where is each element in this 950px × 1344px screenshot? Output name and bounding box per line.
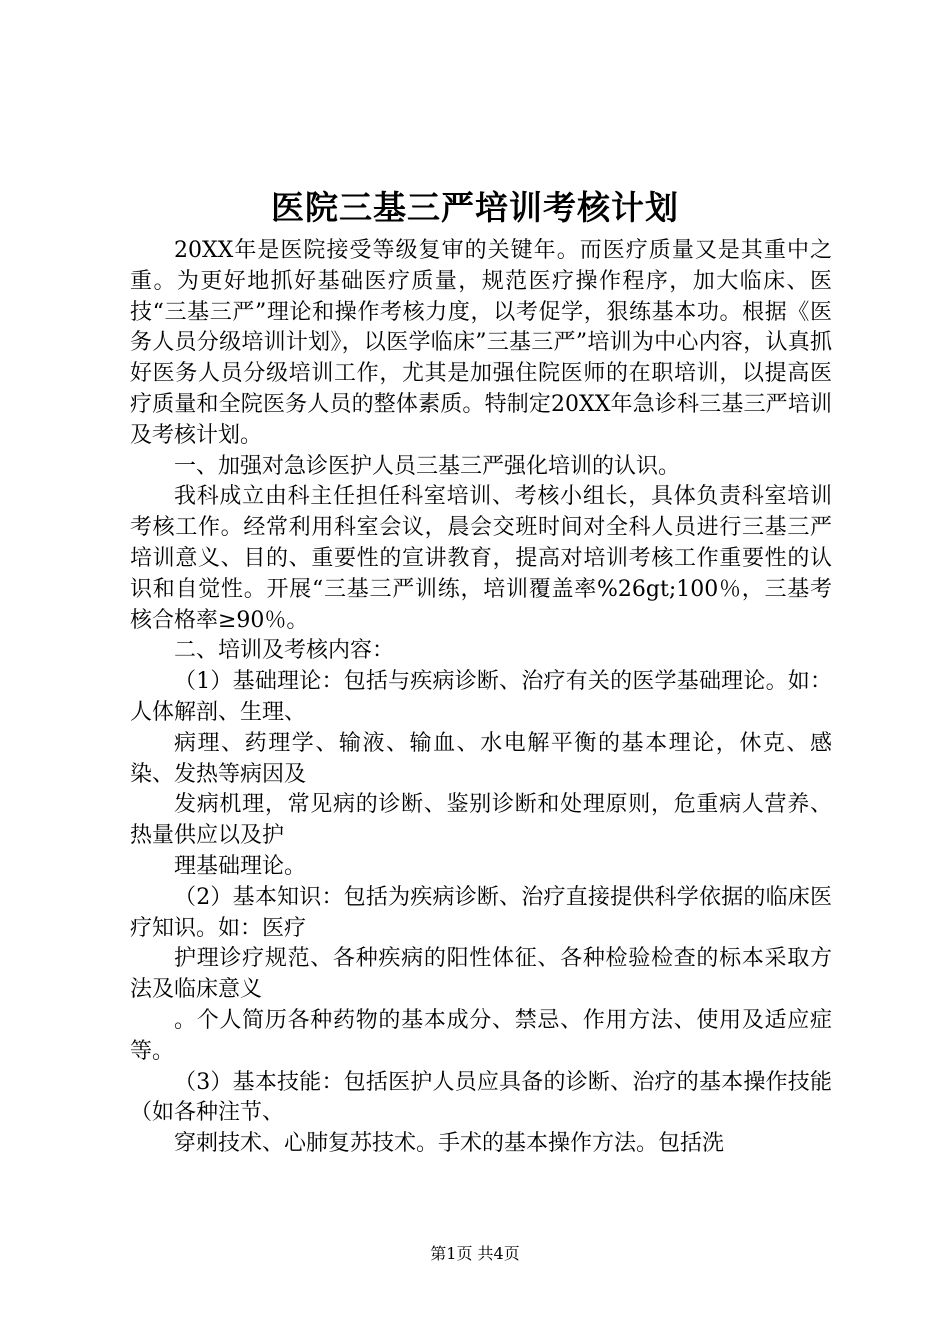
paragraph: （2）基本知识：包括为疾病诊断、治疗直接提供科学依据的临床医疗知识。如：医疗 xyxy=(130,884,832,941)
paragraph: 20XX年是医院接受等级复审的关键年。而医疗质量又是其重中之重。为更好地抓好基础医疗质量，规范医疗操作程序，加大临床、医技“三基三严”理论和操作考核力度，以考促学，狠练基本功。根据《医务人员分级培训计划》，以医学临床”三基三严”培训为中心内容，认真抓好医务人员分级培训工作，尤其是加强住院医师的在职培训，以提高医疗质量和全院医务人员的整体素质。特制定20XX年急诊科三基三严培训及考核计划。 xyxy=(130,238,832,448)
paragraph: 二、培训及考核内容： xyxy=(174,638,395,664)
paragraph: 穿刺技术、心肺复苏技术。手术的基本操作方法。包括洗 xyxy=(174,1131,725,1157)
paragraph: （3）基本技能：包括医护人员应具备的诊断、治疗的基本操作技能（如各种注节、 xyxy=(130,1069,832,1126)
page-footer: 第1页 共4页 xyxy=(430,1244,520,1263)
paragraph: 一、加强对急诊医护人员三基三严强化培训的认识。 xyxy=(174,453,681,479)
paragraph: 我科成立由科主任担任科室培训、考核小组长，具体负责科室培训考核工作。经常利用科室会议，晨会交班时间对全科人员进行三基三严培训意义、目的、重要性的宣讲教育，提高对培训考核工作重要性的认识和自觉性。开展“三基三严训练，培训覆盖率%26gt;100％，三基考核合格率≥90％。 xyxy=(130,484,832,633)
paragraph: （1）基础理论：包括与疾病诊断、治疗有关的医学基础理论。如：人体解剖、生理、 xyxy=(130,669,832,725)
document-body xyxy=(130,236,832,1160)
paragraph: 理基础理论。 xyxy=(174,853,307,879)
paragraph: 发病机理，常见病的诊断、鉴别诊断和处理原则，危重病人营养、热量供应以及护 xyxy=(130,792,832,849)
paragraph: 。个人简历各种药物的基本成分、禁忌、作用方法、使用及适应症等。 xyxy=(130,1007,832,1064)
paragraph: 护理诊疗规范、各种疾病的阳性体征、各种检验检查的标本采取方法及临床意义 xyxy=(130,946,832,1003)
paragraph: 病理、药理学、输液、输血、水电解平衡的基本理论，休克、感染、发热等病因及 xyxy=(130,730,832,787)
document-title: 医院三基三严培训考核计划 xyxy=(271,188,679,227)
